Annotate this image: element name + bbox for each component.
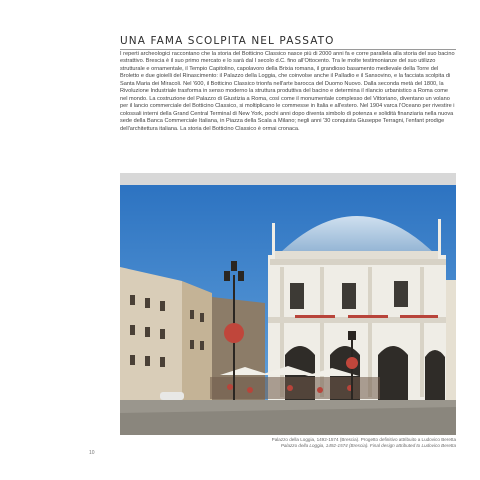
palazzo-loggia-photo <box>120 185 456 435</box>
photo-caption <box>196 437 456 449</box>
caption-italian: Palazzo della Loggia, 1492-1574 (Brescia). Progetto definitivo attribuito a Ludovico Beretta <box>271 437 456 442</box>
photo-top-band <box>120 173 456 185</box>
heading-divider <box>120 49 456 50</box>
body-paragraph <box>120 51 456 133</box>
paragraph-text: I reperti archeologici raccontano che la storia del Botticino Classico nasce più di 2000 anni fa e corre parallela alla storia del suo bacino estrattivo. Brescia è il suo primo mercato e lo sarà dal I secolo d.C. fino all'Ottocento. Tra le molte testimonianze del suo utilizzo strutturale e ornamentale, il Tempio Capitolino, capolavoro della Brixia romana, il grandioso basamento medievale della Torre del Broletto e due gioielli del Rinascimento: il Palazzo della Loggia, che coinvolse anche il Palladio e il Sansovino, e la facciata scolpita di Santa Maria dei Miracoli. Nel '600, il Botticino Classico trionfa nell'arte barocca del Duomo Nuovo. Dalla seconda metà del 1800, la Rivoluzione Industriale trasforma in senso moderno la struttura produttiva del bacino e determina il rilancio urbanistico a Roma come nel mondo. La costruzione del Palazzo di Giustizia a Roma, così come il monumentale complesso del Vittoriano, diventano un volano per il lancio commerciale del Botticino Classico, si moltiplicano le commesse in Italia e all'estero. Nel 1904 varca l'Oceano per rivestire i colossali interni della Grand Central Terminal di New York, pochi anni dopo diventa simbolo di potenza e solidità finanziaria nella nuova sede della Banca Commerciale Italiana, in Piazza della Scala a Milano; negli anni '30 conquista Giuseppe Terragni, l'enfant prodige dell'architettura italiana. La storia del Botticino Classico è ormai cronaca. <box>120 51 455 132</box>
caption-english: Palazzo della Loggia, 1492-1574 (Brescia). Final design attributed to Ludovico Beretta <box>280 443 456 449</box>
section-heading: UNA FAMA SCOLPITA NEL PASSATO <box>120 35 335 47</box>
page-number: 10 <box>89 450 95 456</box>
